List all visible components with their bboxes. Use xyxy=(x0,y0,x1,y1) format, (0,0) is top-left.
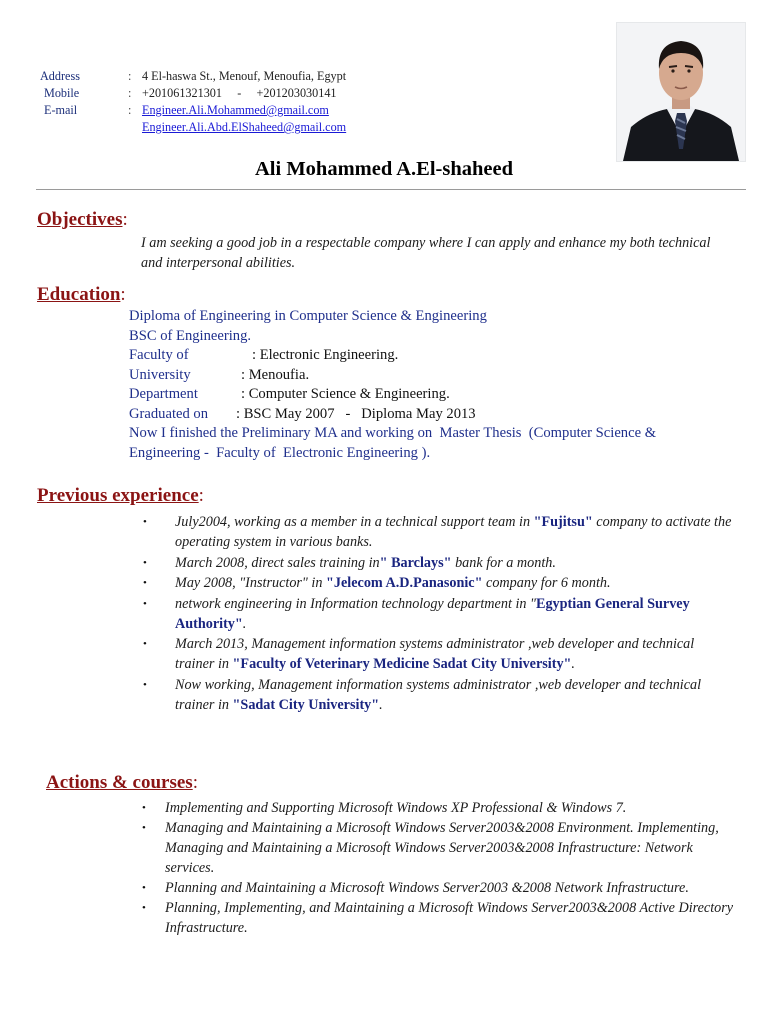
bullet-icon: • xyxy=(143,597,147,610)
address-row xyxy=(40,68,346,85)
education-colon: : xyxy=(120,284,126,305)
education-graduated-row xyxy=(129,405,729,425)
list-item: • Now working, Management information systems administrator ,web developer and technical trainer in "Sadat City University". xyxy=(143,676,702,713)
education-diploma: Diploma of Engineering in Computer Science & Engineering xyxy=(129,308,487,324)
experience-list xyxy=(143,512,735,715)
email-link-1[interactable]: Engineer.Ali.Mohammed@gmail.com xyxy=(142,103,329,117)
profile-photo xyxy=(616,22,746,162)
courses-title: Actions & courses xyxy=(46,772,193,793)
department-label: Department xyxy=(129,386,198,402)
faculty-label: Faculty of xyxy=(129,347,189,363)
faculty-value: : Electronic Engineering. xyxy=(252,347,399,363)
mobile-label: Mobile xyxy=(44,86,80,100)
address-separator: : xyxy=(128,69,132,83)
bullet-icon: • xyxy=(143,556,147,569)
experience-colon: : xyxy=(198,485,204,506)
contact-info xyxy=(40,68,346,136)
courses-colon: : xyxy=(192,772,198,793)
courses-heading xyxy=(46,772,198,794)
education-department-row xyxy=(129,385,729,405)
list-item: • Planning, Implementing, and Maintaining a Microsoft Windows Server2003&2008 Active Directory Infrastructure. xyxy=(142,900,734,936)
candidate-name: Ali Mohammed A.El-shaheed xyxy=(255,158,513,180)
list-item: • March 2008, direct sales training in" Barclays" bank for a month. xyxy=(143,554,556,571)
list-item: • May 2008, "Instructor" in "Jelecom A.D.Panasonic" company for 6 month. xyxy=(143,575,611,591)
department-value: : Computer Science & Engineering. xyxy=(241,386,450,402)
university-value: : Menoufia. xyxy=(241,366,310,383)
education-current-study: Now I finished the Preliminary MA and working on Master Thesis (Computer Science & Engineering - Faculty of Electronic Engineering ). xyxy=(129,425,660,461)
education-title: Education xyxy=(37,284,121,305)
objectives-title: Objectives xyxy=(37,209,123,230)
address-value: 4 El-haswa St., Menouf, Menoufia, Egypt xyxy=(142,69,347,83)
list-item: • network engineering in Information technology department in "Egyptian General Survey Authority". xyxy=(143,595,690,632)
education-bsc: BSC of Engineering. xyxy=(129,327,252,344)
education-heading xyxy=(37,284,126,306)
header-divider xyxy=(36,189,746,190)
bullet-icon: • xyxy=(143,577,147,589)
mobile-row xyxy=(40,85,346,102)
education-faculty-row xyxy=(129,346,729,366)
mobile-value: +201061321301 - +201203030141 xyxy=(142,86,337,100)
experience-heading xyxy=(37,485,204,507)
objectives-colon: : xyxy=(122,209,128,230)
email-separator: : xyxy=(128,103,132,117)
bullet-icon: • xyxy=(142,802,146,814)
experience-title: Previous experience xyxy=(37,485,199,506)
bullet-icon: • xyxy=(142,822,146,834)
person-portrait-icon xyxy=(617,23,745,161)
address-label: Address xyxy=(40,69,80,83)
email-label: E-mail xyxy=(44,103,78,117)
list-item: • March 2013, Management information systems administrator ,web developer and technical trainer in "Faculty of Veterinary Medicine Sadat City University". xyxy=(143,636,695,672)
mobile-separator: : xyxy=(128,86,132,100)
email-link-2[interactable]: Engineer.Ali.Abd.ElShaheed@gmail.com xyxy=(142,120,347,134)
list-item: • Managing and Maintaining a Microsoft Windows Server2003&2008 Environment. Implementing, Managing and Maintaining a Microsoft Windows Server2003&2008 Infrastructure: Network services. xyxy=(142,820,719,876)
bullet-icon: • xyxy=(143,678,147,691)
list-item: • July2004, working as a member in a technical support team in "Fujitsu" company to activate the operating system in various banks. xyxy=(143,514,732,550)
objectives-text: I am seeking a good job in a respectable company where I can apply and enhance my both technical and interpersonal abilities. xyxy=(141,235,711,271)
bullet-icon: • xyxy=(142,902,146,914)
bullet-icon: • xyxy=(142,882,146,894)
graduated-label: Graduated on xyxy=(129,405,209,422)
email-row-2 xyxy=(40,119,346,136)
bullet-icon: • xyxy=(143,638,147,650)
bullet-icon: • xyxy=(143,516,147,528)
graduated-value: : BSC May 2007 - Diploma May 2013 xyxy=(236,405,476,422)
education-details xyxy=(129,307,729,463)
list-item: • Implementing and Supporting Microsoft Windows XP Professional & Windows 7. xyxy=(142,800,627,816)
courses-list xyxy=(142,798,735,938)
email-row xyxy=(40,102,346,119)
objectives-heading xyxy=(37,209,128,231)
education-university-row xyxy=(129,366,729,386)
list-item: • Planning and Maintaining a Microsoft Windows Server2003 &2008 Network Infrastructure. xyxy=(142,880,689,896)
university-label: University xyxy=(129,366,191,383)
